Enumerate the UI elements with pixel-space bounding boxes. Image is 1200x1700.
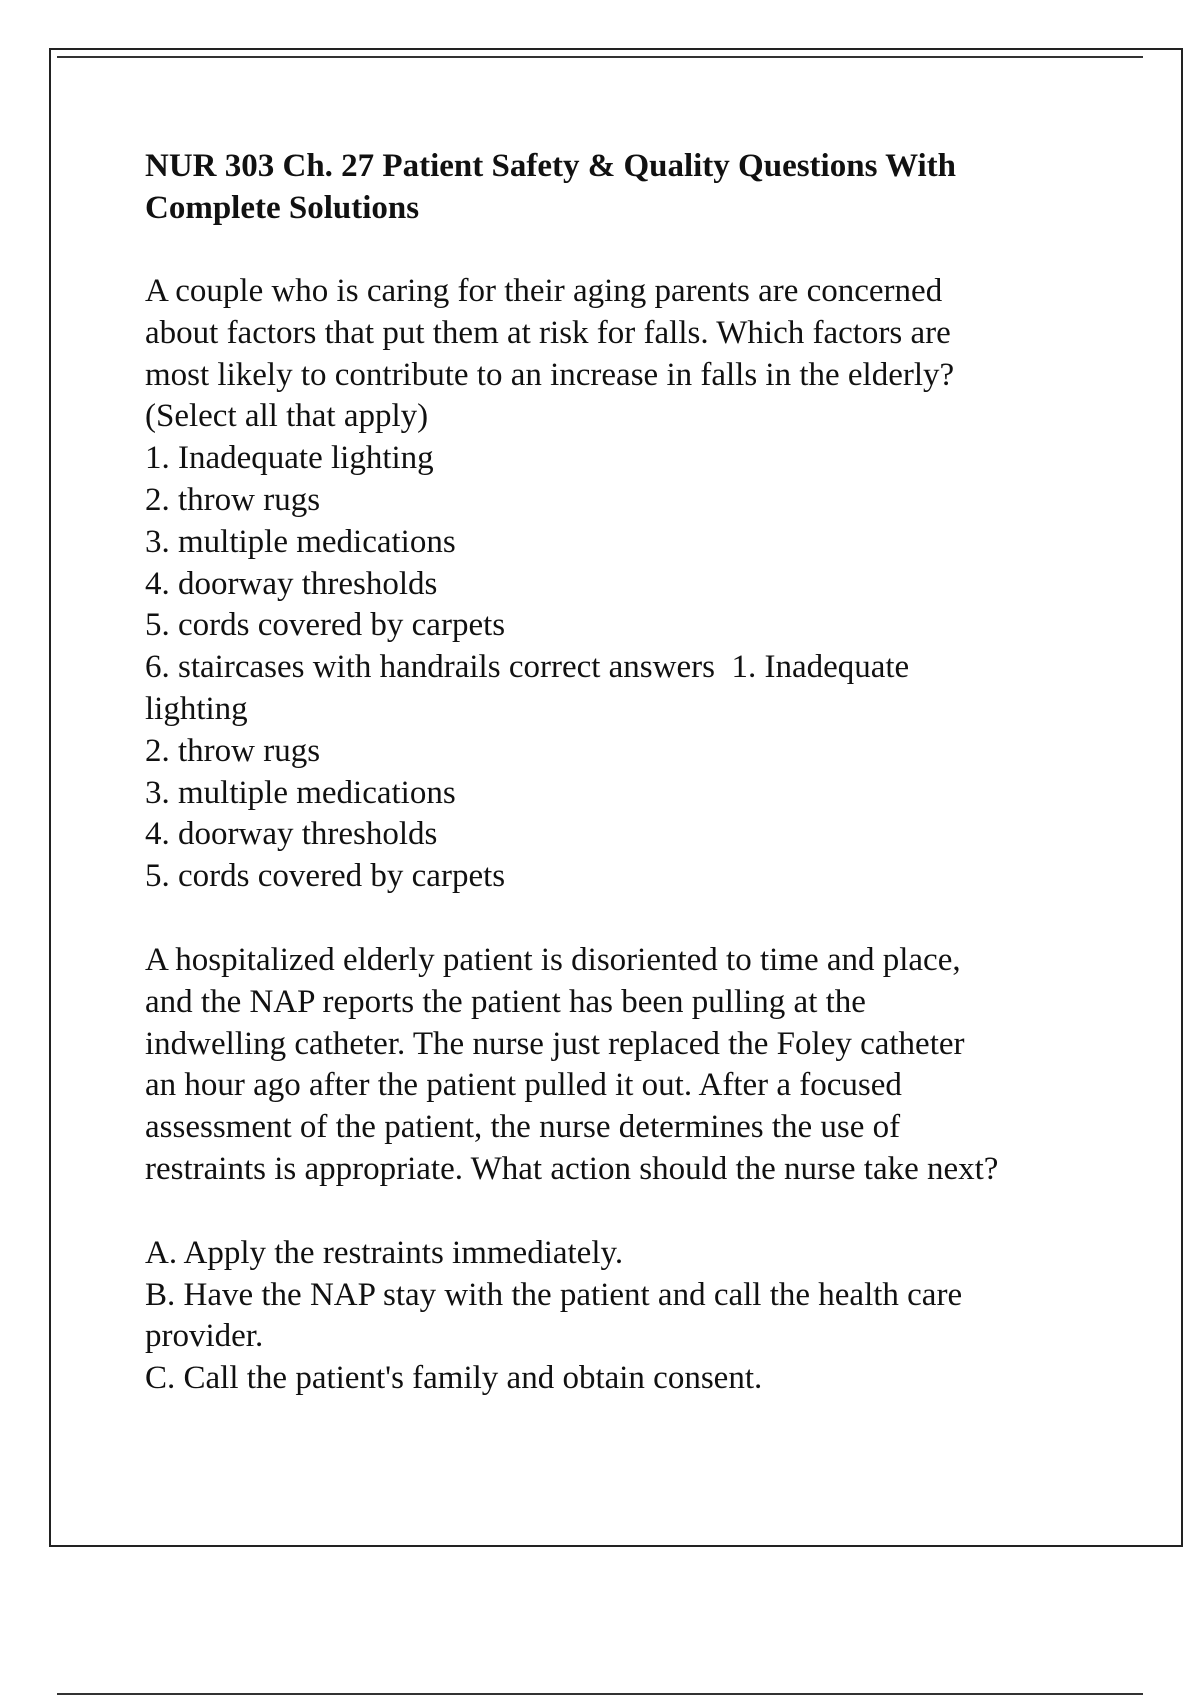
question-2-option: C. Call the patient's family and obtain consent.: [145, 1360, 763, 1397]
question-1-option: 5. cords covered by carpets: [145, 607, 506, 644]
top-rule: [57, 56, 1143, 58]
question-1-line: A couple who is caring for their aging parents are concerned: [145, 273, 943, 309]
question-1-option: 3. multiple medications: [145, 523, 456, 560]
question-1-line: (Select all that apply): [145, 398, 429, 435]
question-2-stem: [145, 940, 1105, 1191]
document-body: [145, 145, 1105, 1400]
paragraph-gap: [145, 898, 1105, 940]
question-1-option: 2. throw rugs: [145, 481, 321, 518]
title-line: Complete Solutions: [145, 190, 420, 226]
bottom-rule: [57, 1693, 1143, 1695]
question-1-line: most likely to contribute to an increase in falls in the elderly?: [145, 356, 955, 393]
question-2-option: provider.: [145, 1318, 264, 1355]
question-1: [145, 271, 1105, 898]
question-1-answer: 2. throw rugs: [145, 732, 321, 769]
document-title: [145, 145, 1105, 229]
question-1-option: 6. staircases with handrails correct answers 1. Inadequate: [145, 649, 910, 686]
question-1-line: about factors that put them at risk for falls. Which factors are: [145, 314, 951, 351]
question-1-answer: 5. cords covered by carpets: [145, 858, 506, 895]
question-1-answer: 4. doorway thresholds: [145, 816, 438, 853]
question-2-line: an hour ago after the patient pulled it out. After a focused: [145, 1067, 902, 1104]
question-2-line: restraints is appropriate. What action should the nurse take next?: [145, 1150, 999, 1187]
paragraph-gap: [145, 1191, 1105, 1233]
question-1-answer: 3. multiple medications: [145, 774, 456, 811]
question-2-line: indwelling catheter. The nurse just replaced the Foley catheter: [145, 1025, 965, 1062]
title-line: NUR 303 Ch. 27 Patient Safety & Quality Questions With: [145, 148, 956, 184]
question-2-option: B. Have the NAP stay with the patient and call the health care: [145, 1276, 963, 1313]
question-1-option: 1. Inadequate lighting: [145, 440, 434, 477]
question-2-options: [145, 1233, 1105, 1400]
question-1-answer: lighting: [145, 690, 248, 727]
question-2-line: and the NAP reports the patient has been pulling at the: [145, 983, 866, 1020]
question-2-line: assessment of the patient, the nurse determines the use of: [145, 1109, 901, 1146]
question-2-line: A hospitalized elderly patient is disoriented to time and place,: [145, 941, 961, 978]
question-2-option: A. Apply the restraints immediately.: [145, 1234, 624, 1271]
question-1-option: 4. doorway thresholds: [145, 565, 438, 602]
